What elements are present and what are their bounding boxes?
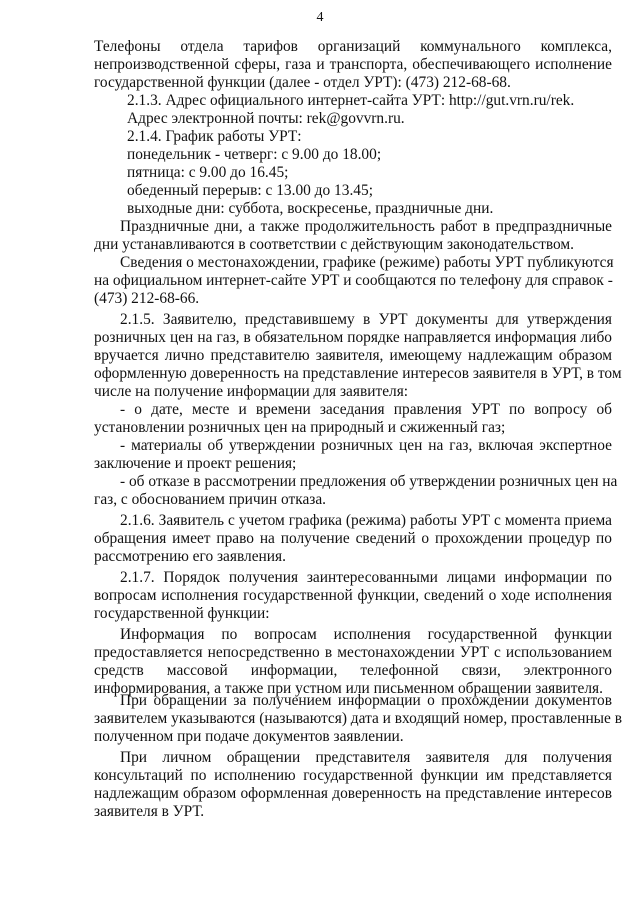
text-line: При обращении за получением информации о прохождении документов <box>120 692 612 709</box>
text-line: 2.1.5. Заявителю, представившему в УРТ документы для утверждения <box>120 311 612 328</box>
text-line: (473) 212-68-66. <box>94 290 200 307</box>
text-line: Праздничные дни, а также продолжительность работ в предпраздничные <box>120 218 612 235</box>
text-line: оформленную доверенность на представление интересов заявителя в УРТ, в том <box>94 365 622 382</box>
text-line: розничных цен на газ, в обязательном порядке направляется информация либо <box>94 329 612 346</box>
text-line: непроизводственной сферы, газа и транспорта, обеспечивающего исполнение <box>94 56 612 73</box>
text-line: Адрес электронной почты: rek@govvrn.ru. <box>127 110 405 127</box>
text-line: средств массовой информации, телефонной связи, электронного <box>94 662 612 679</box>
text-line: Телефоны отдела тарифов организаций коммунального комплекса, <box>94 38 612 55</box>
text-line: Сведения о местонахождении, графике (режиме) работы УРТ публикуются <box>120 254 614 271</box>
text-line: заявителя в УРТ. <box>94 803 205 820</box>
text-line: заявителем указываются (называются) дата и входящий номер, проставленные в <box>94 710 622 727</box>
text-line: вручается лично представителю заявителя, имеющему надлежащим образом <box>94 347 612 364</box>
text-line: предоставляется непосредственно в местонахождении УРТ с использованием <box>94 644 612 661</box>
text-line: государственной функции: <box>94 605 270 622</box>
page-number: 4 <box>316 10 324 25</box>
text-line: пятница: с 9.00 до 16.45; <box>127 164 289 181</box>
text-line: 2.1.3. Адрес официального интернет-сайта УРТ: http://gut.vrn.ru/rek. <box>127 92 575 109</box>
text-line: газ, с обоснованием причин отказа. <box>94 491 327 508</box>
text-line: установлении розничных цен на природный и сжиженный газ; <box>94 419 506 436</box>
text-line: вопросам исполнения государственной функции, сведений о ходе исполнения <box>94 587 612 604</box>
text-line: рассмотрению его заявления. <box>94 548 286 565</box>
text-line: выходные дни: суббота, воскресенье, праздничные дни. <box>127 200 494 217</box>
text-line: обращения имеет право на получение сведений о прохождении процедур по <box>94 530 612 547</box>
text-line: 2.1.7. Порядок получения заинтересованными лицами информации по <box>120 569 612 586</box>
text-line: консультаций по исполнению государственной функции им представляется <box>94 767 612 784</box>
text-line: - о дате, месте и времени заседания правления УРТ по вопросу об <box>120 401 612 418</box>
text-line: При личном обращении представителя заявителя для получения <box>120 749 612 766</box>
text-line: полученном при подаче документов заявлении. <box>94 728 404 745</box>
text-line: информирования, а также при устном или письменном обращении заявителя. <box>94 680 603 697</box>
text-line: Информация по вопросам исполнения государственной функции <box>120 626 612 643</box>
text-line: надлежащим образом оформленная доверенность на представление интересов <box>94 785 612 802</box>
text-line: дни устанавливаются в соответствии с действующим законодательством. <box>94 236 575 253</box>
text-line: 2.1.6. Заявитель с учетом графика (режима) работы УРТ с момента приема <box>120 512 612 529</box>
text-line: - материалы об утверждении розничных цен на газ, включая экспертное <box>120 437 612 454</box>
text-line: понедельник - четверг: с 9.00 до 18.00; <box>127 146 382 163</box>
text-line: - об отказе в рассмотрении предложения об утверждении розничных цен на <box>120 473 618 490</box>
text-line: обеденный перерыв: с 13.00 до 13.45; <box>127 182 373 199</box>
text-line: числе на получение информации для заявителя: <box>94 383 409 400</box>
text-line: государственной функции (далее - отдел УРТ): (473) 212-68-68. <box>94 74 511 91</box>
text-line: заключение и проект решения; <box>94 455 297 472</box>
text-line: на официальном интернет-сайте УРТ и сообщаются по телефону для справок - <box>94 272 613 289</box>
text-line: 2.1.4. График работы УРТ: <box>127 128 302 145</box>
